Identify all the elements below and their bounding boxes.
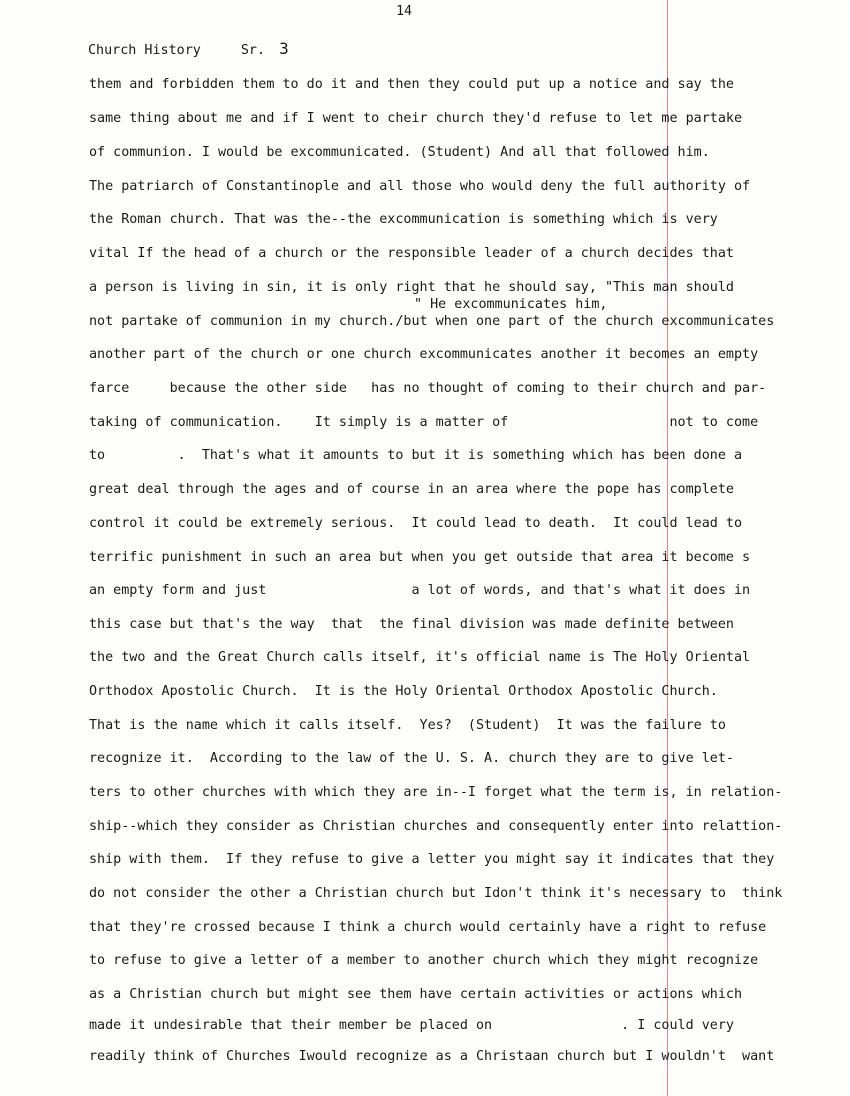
section-label: Sr. <box>240 43 266 58</box>
text-line-7: a person is living in sin, it is only right that he should say, "This man should <box>89 280 734 295</box>
section-number: 3 <box>279 39 289 58</box>
text-line-21: recognize it. According to the law of the U. S. A. church they are to give let- <box>89 751 734 766</box>
text-line-6: vital If the head of a church or the responsible leader of a church decides that <box>89 246 734 261</box>
text-line-29: made it undesirable that their member be placed on . I could very <box>89 1018 734 1033</box>
text-line-18: the two and the Great Church calls itself, it's official name is The Holy Oriental <box>89 650 751 665</box>
text-line-23: ship--which they consider as Christian churches and consequently enter into relattion- <box>89 819 783 834</box>
text-line-28: as a Christian church but might see them have certain activities or actions which <box>89 987 743 1002</box>
text-line-9: another part of the church or one church excommunicates another it becomes an empty <box>89 347 759 362</box>
text-line-20: That is the name which it calls itself. Yes? (Student) It was the failure to <box>89 718 726 733</box>
interlinear-insert: " He excommunicates him, <box>414 297 608 312</box>
page-header <box>88 41 289 59</box>
text-line-17: this case but that's the way that the final division was made definite between <box>89 617 734 632</box>
text-line-30: readily think of Churches Iwould recognize as a Christaan church but I wouldn't want <box>89 1049 775 1064</box>
text-line-1: them and forbidden them to do it and then they could put up a notice and say the <box>89 77 734 92</box>
text-line-5: the Roman church. That was the--the excommunication is something which is very <box>89 212 718 227</box>
text-line-13: great deal through the ages and of course in an area where the pope has complete <box>89 482 734 497</box>
text-line-4: The patriarch of Constantinople and all those who would deny the full authority of <box>89 179 751 194</box>
text-line-16: an empty form and just a lot of words, and that's what it does in <box>89 583 751 598</box>
text-line-14: control it could be extremely serious. It could lead to death. It could lead to <box>89 516 743 531</box>
text-line-3: of communion. I would be excommunicated. (Student) And all that followed him. <box>89 145 710 160</box>
text-line-8: not partake of communion in my church./but when one part of the church excommunicates <box>89 314 775 329</box>
text-line-12: to . That's what it amounts to but it is something which has been done a <box>89 448 743 463</box>
text-line-26: that they're crossed because I think a church would certainly have a right to refuse <box>89 920 767 935</box>
text-line-27: to refuse to give a letter of a member to another church which they might recognize <box>89 953 759 968</box>
page-number: 14 <box>396 4 413 19</box>
text-line-2: same thing about me and if I went to cheir church they'd refuse to let me partake <box>89 111 743 126</box>
text-line-22: ters to other churches with which they are in--I forget what the term is, in relation- <box>89 785 783 800</box>
text-line-15: terrific punishment in such an area but when you get outside that area it become s <box>89 550 751 565</box>
text-line-19: Orthodox Apostolic Church. It is the Holy Oriental Orthodox Apostolic Church. <box>89 684 718 699</box>
course-title: Church History <box>88 43 201 58</box>
text-line-10: farce because the other side has no thought of coming to their church and par- <box>89 381 767 396</box>
text-line-24: ship with them. If they refuse to give a letter you might say it indicates that they <box>89 852 775 867</box>
text-line-25: do not consider the other a Christian church but Idon't think it's necessary to think <box>89 886 783 901</box>
text-line-11: taking of communication. It simply is a matter of not to come <box>89 415 759 430</box>
